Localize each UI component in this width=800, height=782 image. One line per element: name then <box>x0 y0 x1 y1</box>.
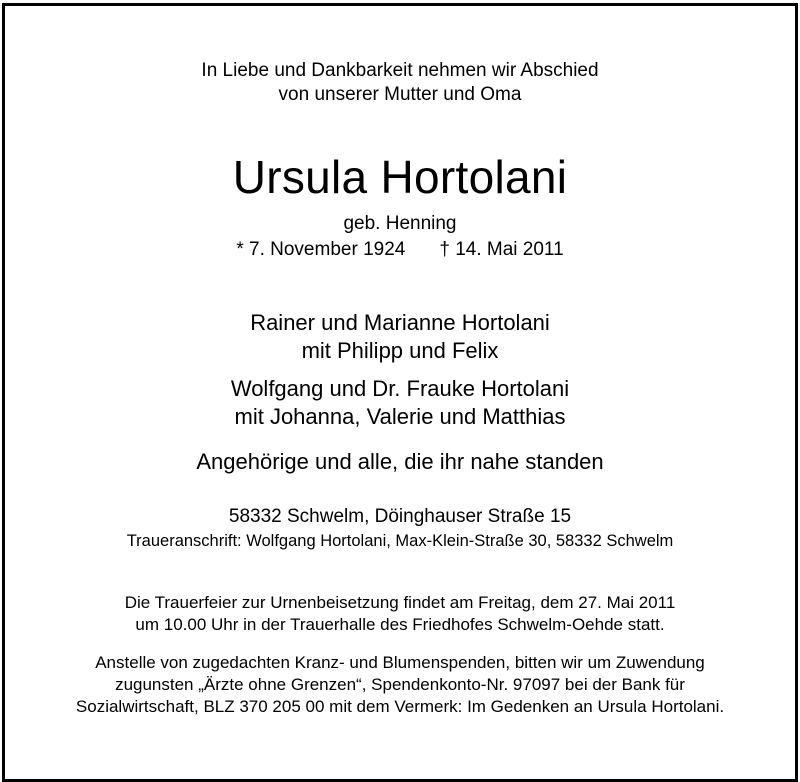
donation-line-1: Anstelle von zugedachten Kranz- und Blumenspenden, bitten wir um Zuwendung <box>95 653 705 672</box>
family-1-line-1: Rainer und Marianne Hortolani <box>250 310 550 335</box>
deceased-name: Ursula Hortolani <box>232 151 568 203</box>
home-address: 58332 Schwelm, Döinghauser Straße 15 <box>228 506 572 527</box>
intro-line-2: von unserer Mutter und Oma <box>278 84 522 105</box>
service-line-1: Die Trauerfeier zur Urnenbeisetzung findet am Freitag, dem 27. Mai 2011 <box>124 593 676 612</box>
donation-line-3: Sozialwirtschaft, BLZ 370 205 00 mit dem Vermerk: Im Gedenken an Ursula Hortolani. <box>75 697 725 716</box>
relatives-line: Angehörige und alle, die ihr nahe standen <box>196 449 604 474</box>
family-1-line-2: mit Philipp und Felix <box>301 338 499 363</box>
death-date: † 14. Mai 2011 <box>439 239 564 260</box>
birth-name: geb. Henning <box>343 213 457 234</box>
intro-line-1: In Liebe und Dankbarkeit nehmen wir Abschied <box>201 60 599 81</box>
mourning-address: Traueranschrift: Wolfgang Hortolani, Max-Klein-Straße 30, 58332 Schwelm <box>126 532 674 550</box>
life-dates <box>0 240 800 259</box>
birth-date: * 7. November 1924 <box>236 239 406 260</box>
service-line-2: um 10.00 Uhr in der Trauerhalle des Friedhofes Schwelm-Oehde statt. <box>135 615 665 634</box>
donation-line-2: zugunsten „Ärzte ohne Grenzen“, Spendenkonto-Nr. 97097 bei der Bank für <box>115 675 685 694</box>
family-2-line-1: Wolfgang und Dr. Frauke Hortolani <box>230 376 570 401</box>
family-2-line-2: mit Johanna, Valerie und Matthias <box>234 404 566 429</box>
